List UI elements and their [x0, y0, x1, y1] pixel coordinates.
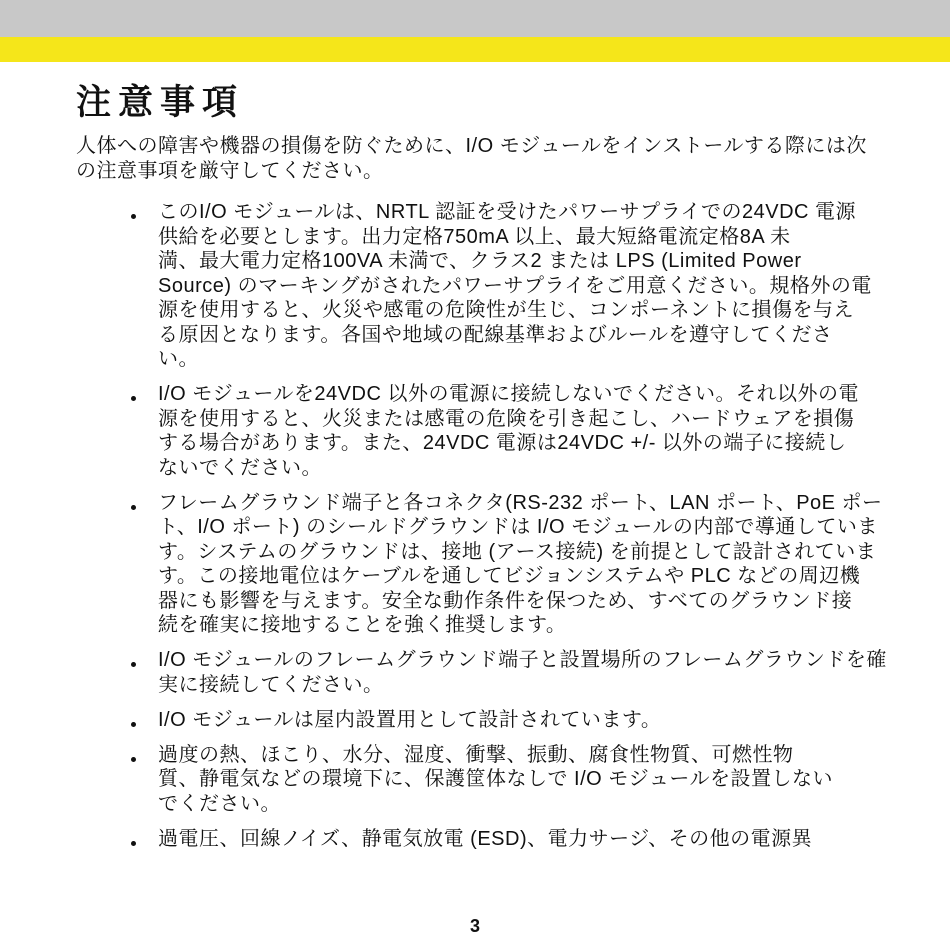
item-line: このI/O モジュールは、NRTL 認証を受けたパワーサプライでの24VDC 電源 — [158, 201, 857, 223]
page-title: 注意事項 — [76, 83, 245, 122]
item-line: でください。 — [158, 792, 281, 815]
item-line: ないでください。 — [158, 456, 322, 479]
item-line: I/O モジュールは屋内設置用として設計されています。 — [158, 708, 662, 731]
yellow-accent-band — [0, 37, 950, 62]
bullet-icon — [131, 841, 136, 846]
list-item — [158, 708, 918, 733]
intro-line: 人体への障害や機器の損傷を防ぐために、I/O モジュールをインストールする際には次 — [76, 135, 867, 157]
page-number: 3 — [469, 916, 480, 936]
item-line: I/O モジュールを24VDC 以外の電源に接続しないでください。それ以外の電 — [158, 383, 859, 405]
item-line: 満、最大電力定格100VA 未満で、クラス2 または LPS (Limited Power — [158, 250, 802, 272]
list-item — [158, 382, 918, 480]
item-line: い。 — [158, 348, 199, 370]
item-line: 過度の熱、ほこり、水分、湿度、衝撃、振動、腐食性物質、可燃性物 — [158, 743, 794, 766]
item-line: 源を使用すると、火災または感電の危険を引き起こし、ハードウェアを損傷 — [158, 407, 855, 430]
item-line: フレームグラウンド端子と各コネクタ(RS-232 ポート、LAN ポート、PoE ポー — [158, 491, 883, 514]
item-line: 質、静電気などの環境下に、保護筐体なしで I/O モジュールを設置しない — [158, 768, 833, 790]
precaution-list — [158, 200, 918, 862]
item-line: 源を使用すると、火災や感電の危険性が生じ、コンポーネントに損傷を与え — [158, 299, 854, 321]
top-gray-band — [0, 0, 950, 37]
item-line: る原因となります。各国や地域の配線基準およびルールを遵守してくださ — [158, 323, 833, 346]
bullet-icon — [131, 757, 136, 762]
list-item — [158, 827, 918, 852]
item-line: す。この接地電位はケーブルを通してビジョンシステムや PLC などの周辺機 — [158, 565, 861, 587]
bullet-icon — [131, 396, 136, 401]
list-item — [158, 200, 918, 372]
item-line: 実に接続してください。 — [158, 673, 384, 696]
list-item — [158, 491, 918, 638]
item-line: 過電圧、回線ノイズ、静電気放電 (ESD)、電力サージ、その他の電源異 — [158, 827, 813, 850]
intro-paragraph — [76, 134, 867, 184]
item-line: する場合があります。また、24VDC 電源は24VDC +/- 以外の端子に接続し — [158, 432, 847, 454]
bullet-icon — [131, 662, 136, 667]
bullet-icon — [131, 722, 136, 727]
list-item — [158, 743, 918, 817]
item-line: 続を確実に接地することを強く推奨します。 — [158, 614, 567, 636]
item-line: I/O モジュールのフレームグラウンド端子と設置場所のフレームグラウンドを確 — [158, 649, 887, 671]
list-item — [158, 648, 918, 697]
item-line: Source) のマーキングがされたパワーサプライをご用意ください。規格外の電 — [158, 274, 872, 297]
item-line: 供給を必要とします。出力定格750mA 以上、最大短絡電流定格8A 未 — [158, 225, 791, 248]
item-line: す。システムのグラウンドは、接地 (アース接続) を前提として設計されていま — [158, 540, 877, 563]
item-line: ト、I/O ポート) のシールドグラウンドは I/O モジュールの内部で導通していま — [158, 516, 878, 538]
bullet-icon — [131, 505, 136, 510]
intro-line: の注意事項を厳守してください。 — [76, 160, 384, 182]
bullet-icon — [131, 214, 136, 219]
item-line: 器にも影響を与えます。安全な動作条件を保つため、すべてのグラウンド接 — [158, 589, 853, 612]
